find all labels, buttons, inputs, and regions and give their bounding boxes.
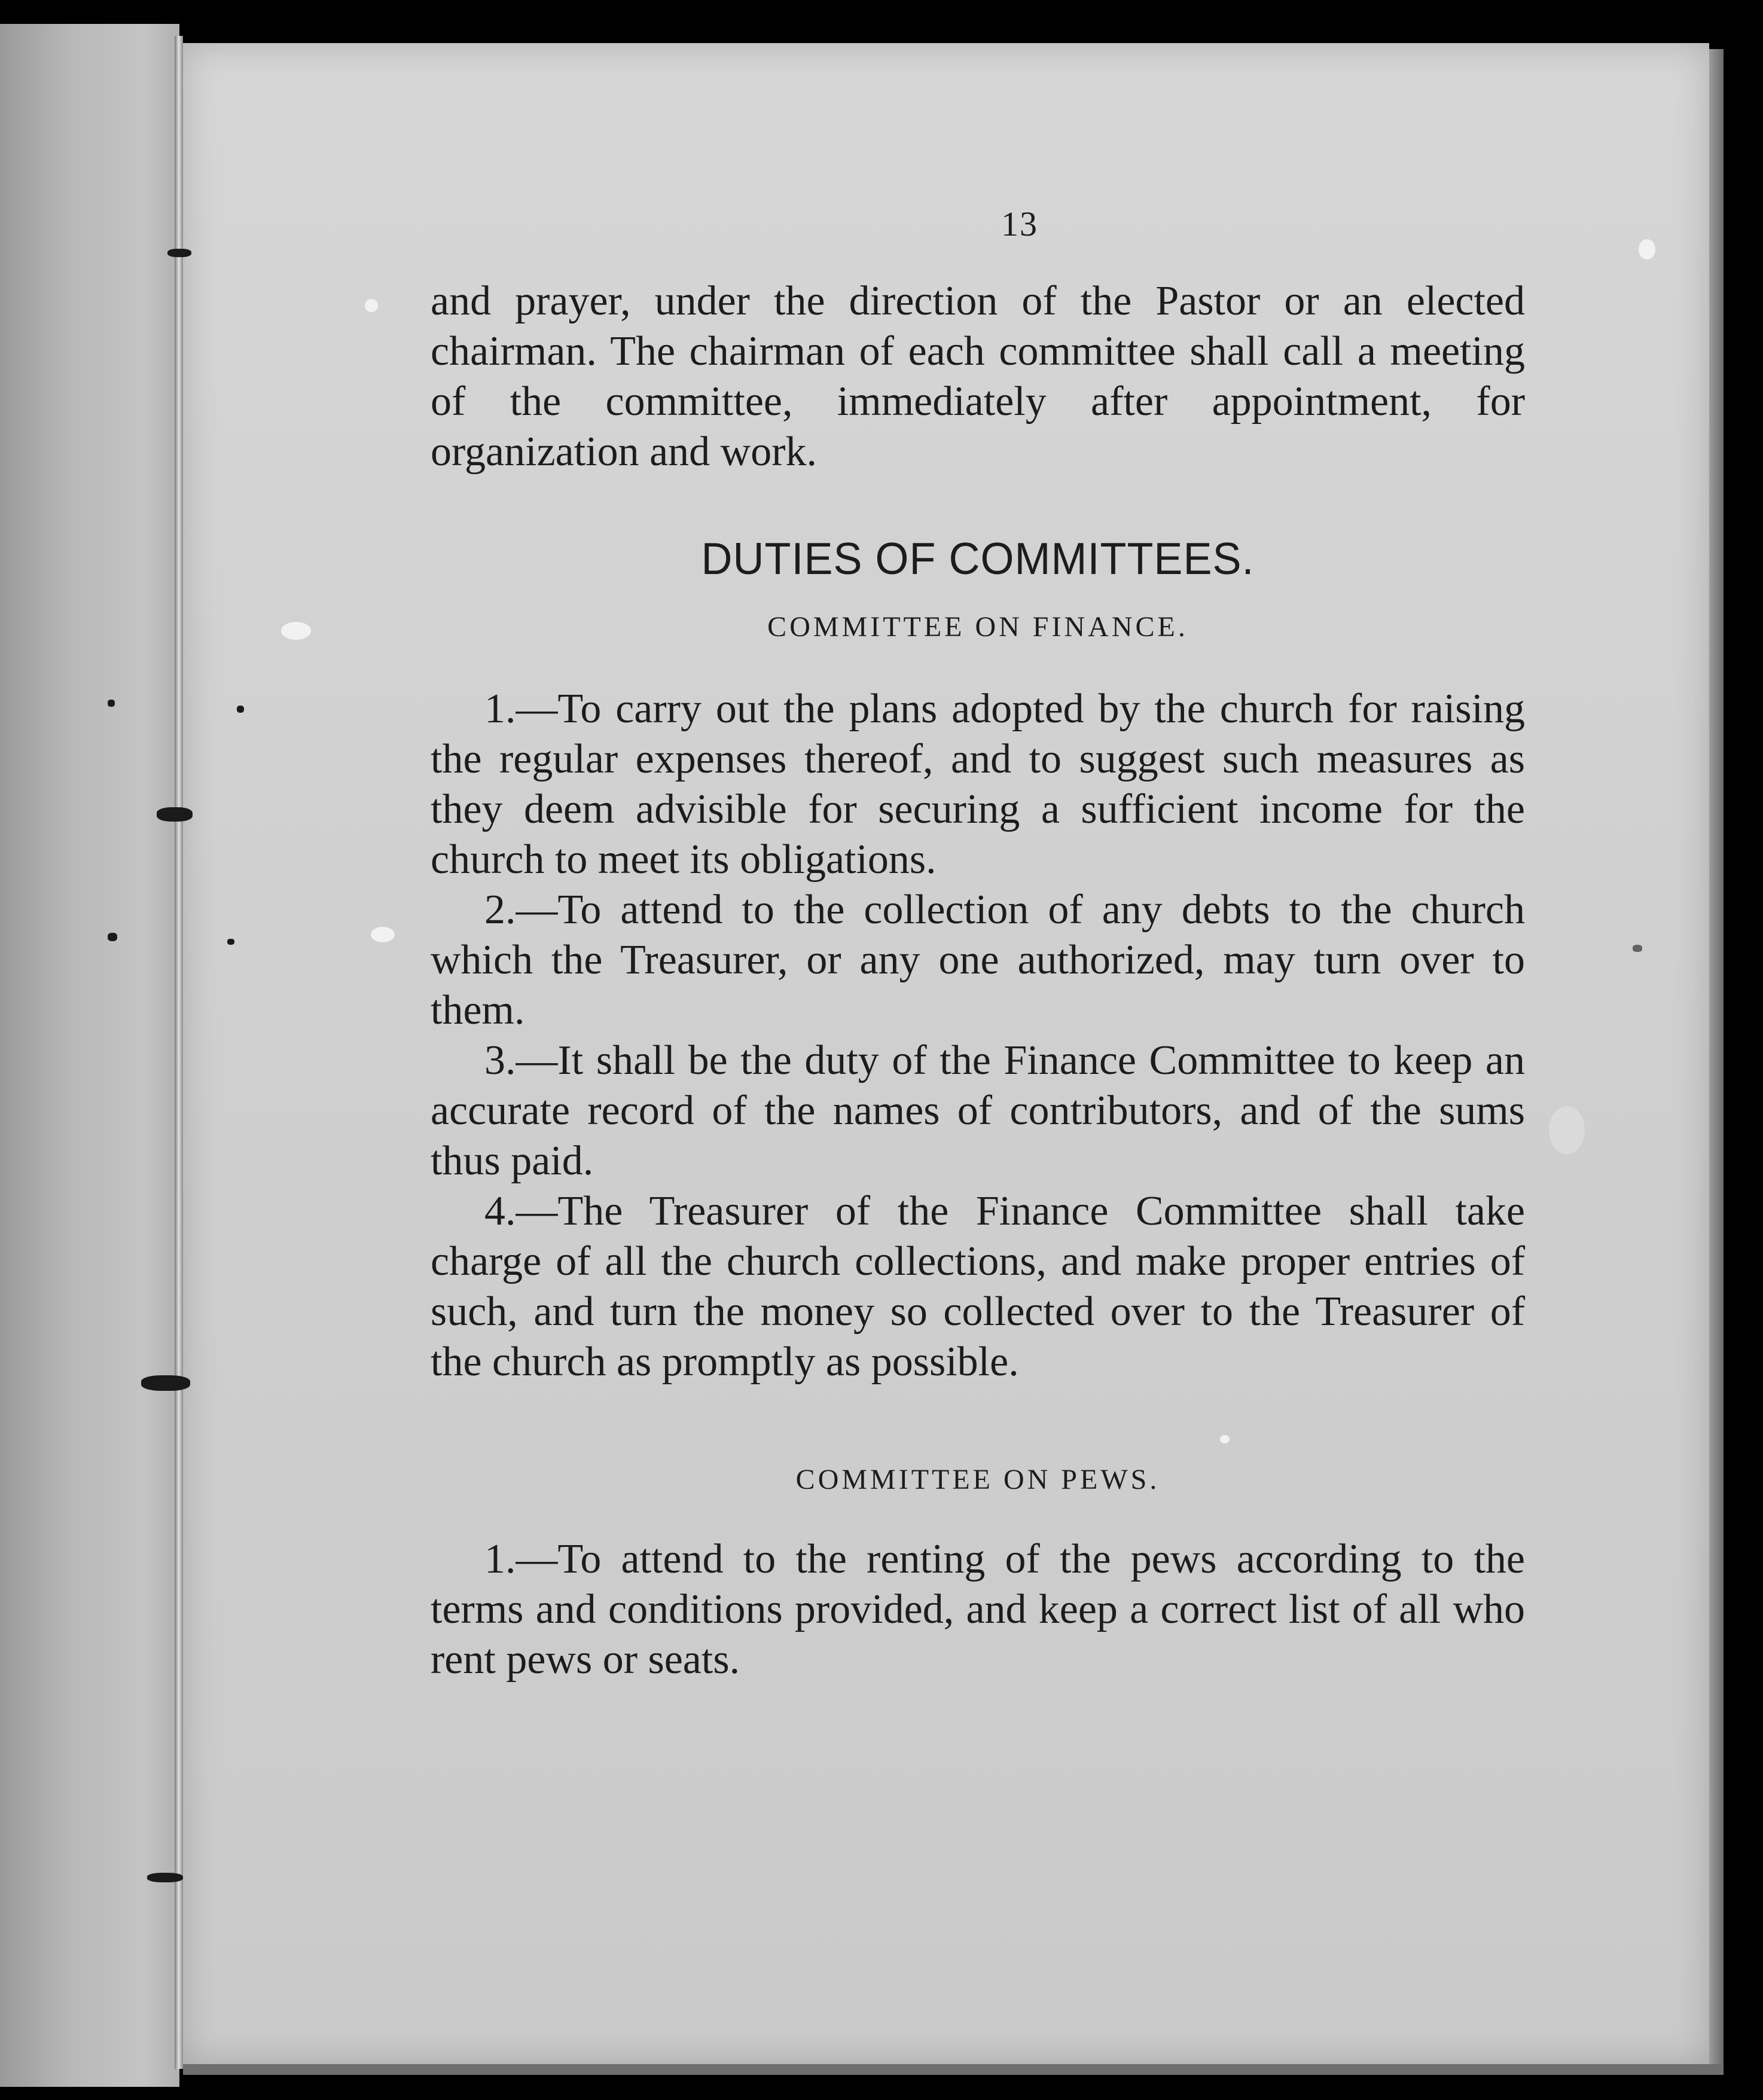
scan-speck xyxy=(371,927,395,942)
stray-dot xyxy=(1633,945,1642,952)
finance-item: 1.—To carry out the plans adopted by the church for raising the regular expenses thereof, and to suggest such measures as they deem advisible for securing a sufficient income for the church to meet its obligations. xyxy=(431,686,1525,883)
scan-speck xyxy=(365,299,378,312)
intro-paragraph: and prayer, under the direction of the Pastor or an elected chairman. The chairman of each committee shall call a meeting of the committee, immediately after appointment, for organization and work. xyxy=(431,278,1525,475)
previous-page-edge xyxy=(0,24,179,2087)
stray-dot xyxy=(237,706,244,713)
main-heading: DUTIES OF COMMITTEES. xyxy=(701,534,1255,584)
finance-item: 2.—To attend to the collection of any debts to the church which the Treasurer, or any one authorized, may turn over to them. xyxy=(431,887,1525,1033)
stray-dot xyxy=(108,933,117,941)
pews-item: 1.—To attend to the renting of the pews according to the terms and conditions provided, and keep a correct list of all who rent pews or seats. xyxy=(431,1536,1525,1683)
stray-dot xyxy=(227,939,234,945)
book-spine xyxy=(175,36,183,2069)
page-right-edge xyxy=(1709,49,1724,2064)
page-bottom-edge xyxy=(183,2064,1724,2075)
scan-speck xyxy=(1549,1106,1585,1154)
finance-item: 3.—It shall be the duty of the Finance Committee to keep an accurate record of the names of contributors, and of the sums thus paid. xyxy=(431,1037,1525,1184)
section-heading-pews: COMMITTEE ON PEWS. xyxy=(795,1464,1160,1495)
scan-speck xyxy=(1639,239,1655,260)
stray-dot xyxy=(108,700,115,707)
page-number: 13 xyxy=(1001,204,1038,243)
spine-stitch-mark xyxy=(141,1375,190,1391)
section-heading-finance: COMMITTEE ON FINANCE. xyxy=(767,611,1188,643)
finance-item: 4.—The Treasurer of the Finance Committee shall take charge of all the church collections, and make proper entries of such, and turn the money so collected over to the Treasurer of the church as promptly as possible. xyxy=(431,1188,1525,1385)
spine-stitch-mark xyxy=(157,807,193,822)
spine-stitch-mark xyxy=(147,1873,183,1882)
page-text xyxy=(431,197,1525,1685)
spine-stitch-mark xyxy=(167,249,191,257)
scan-speck xyxy=(281,622,311,640)
